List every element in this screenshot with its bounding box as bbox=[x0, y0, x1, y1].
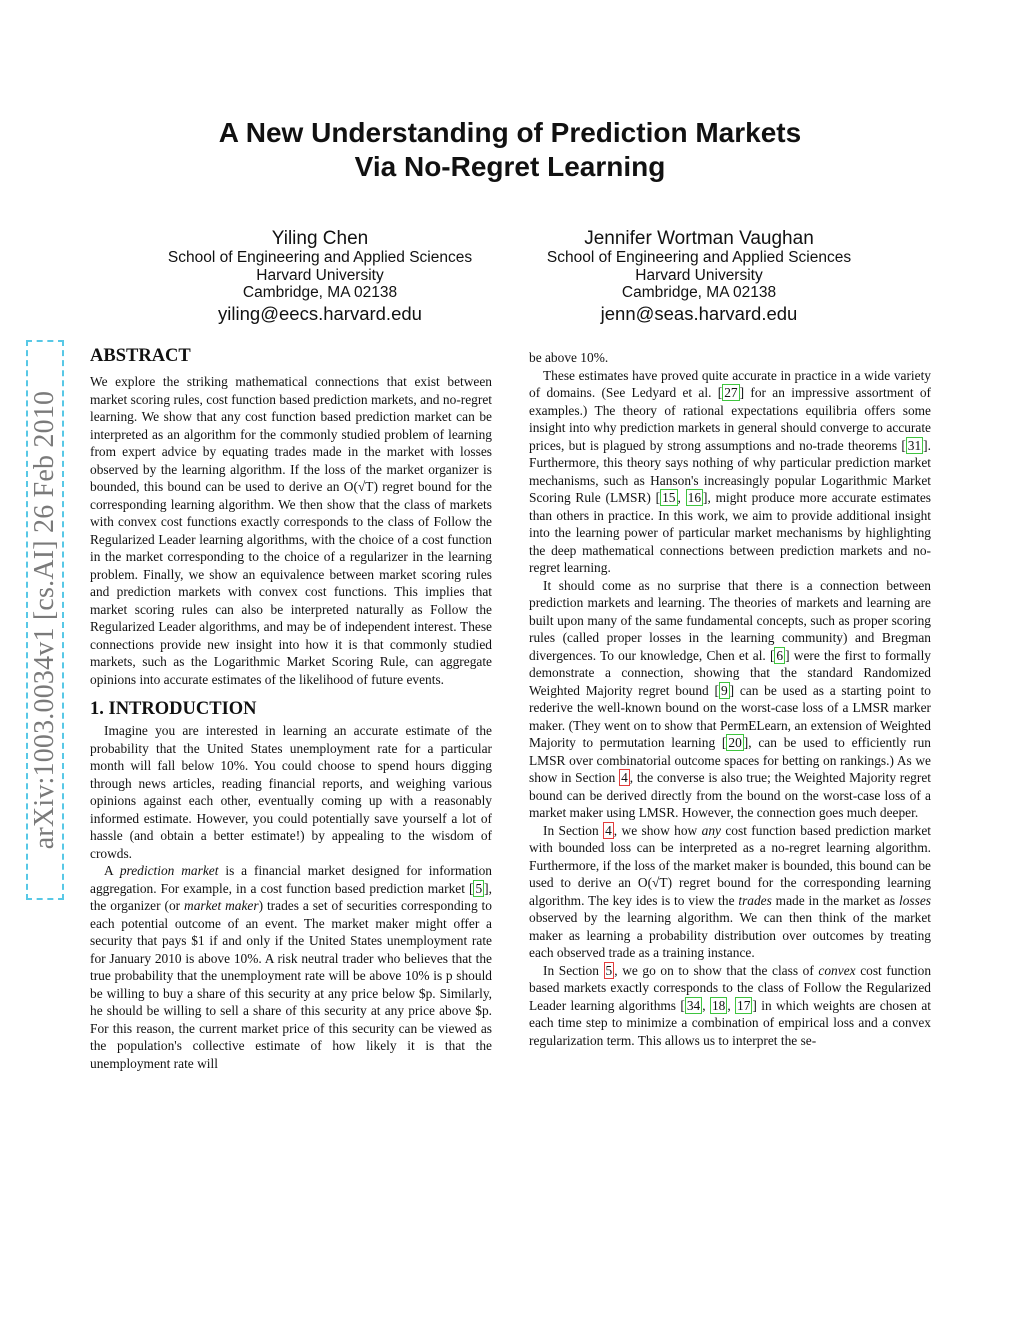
author-affiliation: School of Engineering and Applied Sciences bbox=[167, 249, 473, 266]
section-link[interactable]: 4 bbox=[621, 770, 628, 785]
citation-link[interactable]: 9 bbox=[720, 682, 728, 698]
right-paragraph-1: These estimates have proved quite accurate in practice in a wide variety of domains. (See Ledyard et al. [ 27 ] for an impressive assortment of examples.) The theory of rational expectations equilibria offers some insight into why prediction markets in general should converge to accurate prices, but is plagued by strong assumptions and no-trade theorems [ 31 ]. Furthermore, this theory says nothing of why particular prediction market mechanisms, such as Hanson's increasingly popular Logarithmic Market Scoring Rule (LMSR) [ 15 , 16 ], might produce more accurate estimates than others in practice. In this work, we aim to provide additional insight into the learning power of particular market mechanisms by highlighting the deep mathematical connections between prediction markets and no-regret learning. bbox=[529, 367, 931, 575]
author-affiliation: School of Engineering and Applied Sciences bbox=[546, 249, 852, 266]
author-university: Harvard University bbox=[635, 266, 763, 284]
abstract-heading: ABSTRACT bbox=[90, 346, 191, 366]
section-link[interactable]: 5 bbox=[605, 962, 613, 978]
author-city: Cambridge, MA 02138 bbox=[621, 284, 777, 301]
citation-link[interactable]: 20 bbox=[728, 735, 742, 750]
title-line-1: A New Understanding of Prediction Markets bbox=[218, 117, 802, 148]
intro-paragraph-2: A prediction market is a financial market designed for information aggregation. For example, in a cost function based prediction market [ 5 ], the organizer (or market maker) trades a set of securities corresponding to each potential outcome of an event. The market maker might offer a security that pays $1 if and only if the United States unemployment rate for January 2010 is above 10%. A risk neutral trader who believes that the true probability that the unemployment rate will be above 10% is p should be willing to buy a share of this security at any price below $p. Similarly, he should be willing to sell a share of this security at any price above $p. For this reason, the current market price of this security can be viewed as the population's collective estimate of how likely it is that the unemployment rate will bbox=[90, 863, 493, 1071]
right-paragraph-3: In Section 4 , we show how any cost function based prediction market with bounded loss can be interpreted as a no-regret learning algorithm. Furthermore, if the loss of the market maker is bounded, this bound can be used to derive an O(√T) regret bound for the corresponding learning algorithm. The key ides is to view the trades made in the market as losses observed by the learning algorithm. We can then think of the market maker as learning a probability distribution over outcomes by treating each observed trade as a training instance. bbox=[529, 822, 932, 960]
right-paragraph-2: It should come as no surprise that there is a connection between prediction markets and learning. The theories of markets and learning are built upon many of the same fundamental concepts, such as proper scoring rules (called proper losses in the learning community) and Bregman divergences. To our knowledge, Chen et al. [ 6 ] were the first to formally demonstrate a connection, showing that the standard Randomized Weighted Majority regret bound [ 9 ] can be used as a starting point to rederive the well-known bound on the worst-case loss of a LMSR marker maker. (They went on to show that PermELearn, an extension of Weighted Majority to permutation learning [ 20 ], can be used to efficiently run LMSR over combinatorial outcome spaces for betting on rankings.) As we show in Section 4 , the converse is also true; the Weighted Majority regret bound can be derived directly from the bound on the worst-case loss of a market maker using LMSR. However, the connection goes much deeper. bbox=[529, 577, 931, 820]
citation-link[interactable]: 15 bbox=[662, 490, 676, 505]
citation-link[interactable]: 6 bbox=[776, 647, 784, 663]
left-column bbox=[90, 345, 492, 1072]
abstract-text: We explore the striking mathematical connections that exist between market scoring rules, cost function based prediction markets, and no-regret learning. We show that any cost function based prediction market can be interpreted as an algorithm for the commonly studied problem of learning from expert advice by equating trades made in the market with losses observed by the learning algorithm. If the loss of the market organizer is bounded, this bound can be used to derive an O(√T) regret bound for the corresponding learning algorithm. We then show that the class of markets with convex cost functions exactly corresponds to the class of Follow the Regularized Leader learning algorithms, with the choice of a cost function in the market corresponding to the choice of a regularizer in the learning problem. Finally, we show an equivalence between market scoring rules and prediction markets with convex cost functions. This implies that market scoring rules can also be interpreted naturally as Follow the Regularized Leader algorithms, and may be of independent interest. These connections provide new insight into how it is that commonly studied markets, such as the Logarithmic Market Scoring Rule, can aggregate opinions into accurate estimates of the likelihood of future events. bbox=[90, 374, 492, 687]
arxiv-stamp[interactable] bbox=[26, 340, 64, 900]
citation-link[interactable]: 17 bbox=[737, 997, 751, 1013]
introduction-heading: 1. INTRODUCTION bbox=[90, 699, 257, 719]
author-block-1 bbox=[100, 229, 540, 325]
title-line-2: Via No-Regret Learning bbox=[354, 151, 666, 182]
paper-title bbox=[0, 116, 1020, 184]
arxiv-stamp-text: arXiv:1003.0034v1 [cs.AI] 26 Feb 2010 bbox=[29, 390, 60, 850]
author-city: Cambridge, MA 02138 bbox=[242, 284, 398, 301]
author-university: Harvard University bbox=[256, 266, 384, 284]
author-block-2 bbox=[479, 229, 919, 325]
right-column bbox=[529, 349, 931, 1049]
citation-link[interactable]: 18 bbox=[711, 997, 726, 1013]
right-paragraph-4: In Section 5 , we go on to show that the class of convex cost function based markets exactly corresponds to the class of Follow the Regularized Leader learning algorithms [ 34 , 18 , 17 ] in which weights are chosen at each time step to minimize a combination of empirical loss and a convex regularization term. This allows us to interpret the se- bbox=[529, 962, 932, 1048]
author-email: jenn@seas.harvard.edu bbox=[600, 302, 798, 324]
intro-paragraph-1: Imagine you are interested in learning an accurate estimate of the probability that the United States unemployment rate for a particular month will fall below 10%. You could choose to spend hours digging through news articles, reading financial reports, and weighing various opinions against each other, eventually coming up with a reasonably informed estimate. However, you could potentially save yourself a lot of hassle (and obtain a better estimate!) by appealing to the wisdom of crowds. bbox=[90, 723, 492, 861]
citation-link[interactable]: 5 bbox=[475, 880, 483, 896]
author-email: yiling@eecs.harvard.edu bbox=[218, 302, 422, 324]
right-paragraph-0: be above 10%. bbox=[529, 350, 609, 365]
citation-link[interactable]: 16 bbox=[687, 490, 702, 505]
citation-link[interactable]: 31 bbox=[907, 437, 922, 453]
section-link[interactable]: 4 bbox=[605, 822, 612, 838]
citation-link[interactable]: 27 bbox=[724, 385, 738, 400]
citation-link[interactable]: 34 bbox=[686, 997, 701, 1013]
author-name: Yiling Chen bbox=[271, 228, 369, 249]
author-name: Jennifer Wortman Vaughan bbox=[584, 228, 814, 249]
